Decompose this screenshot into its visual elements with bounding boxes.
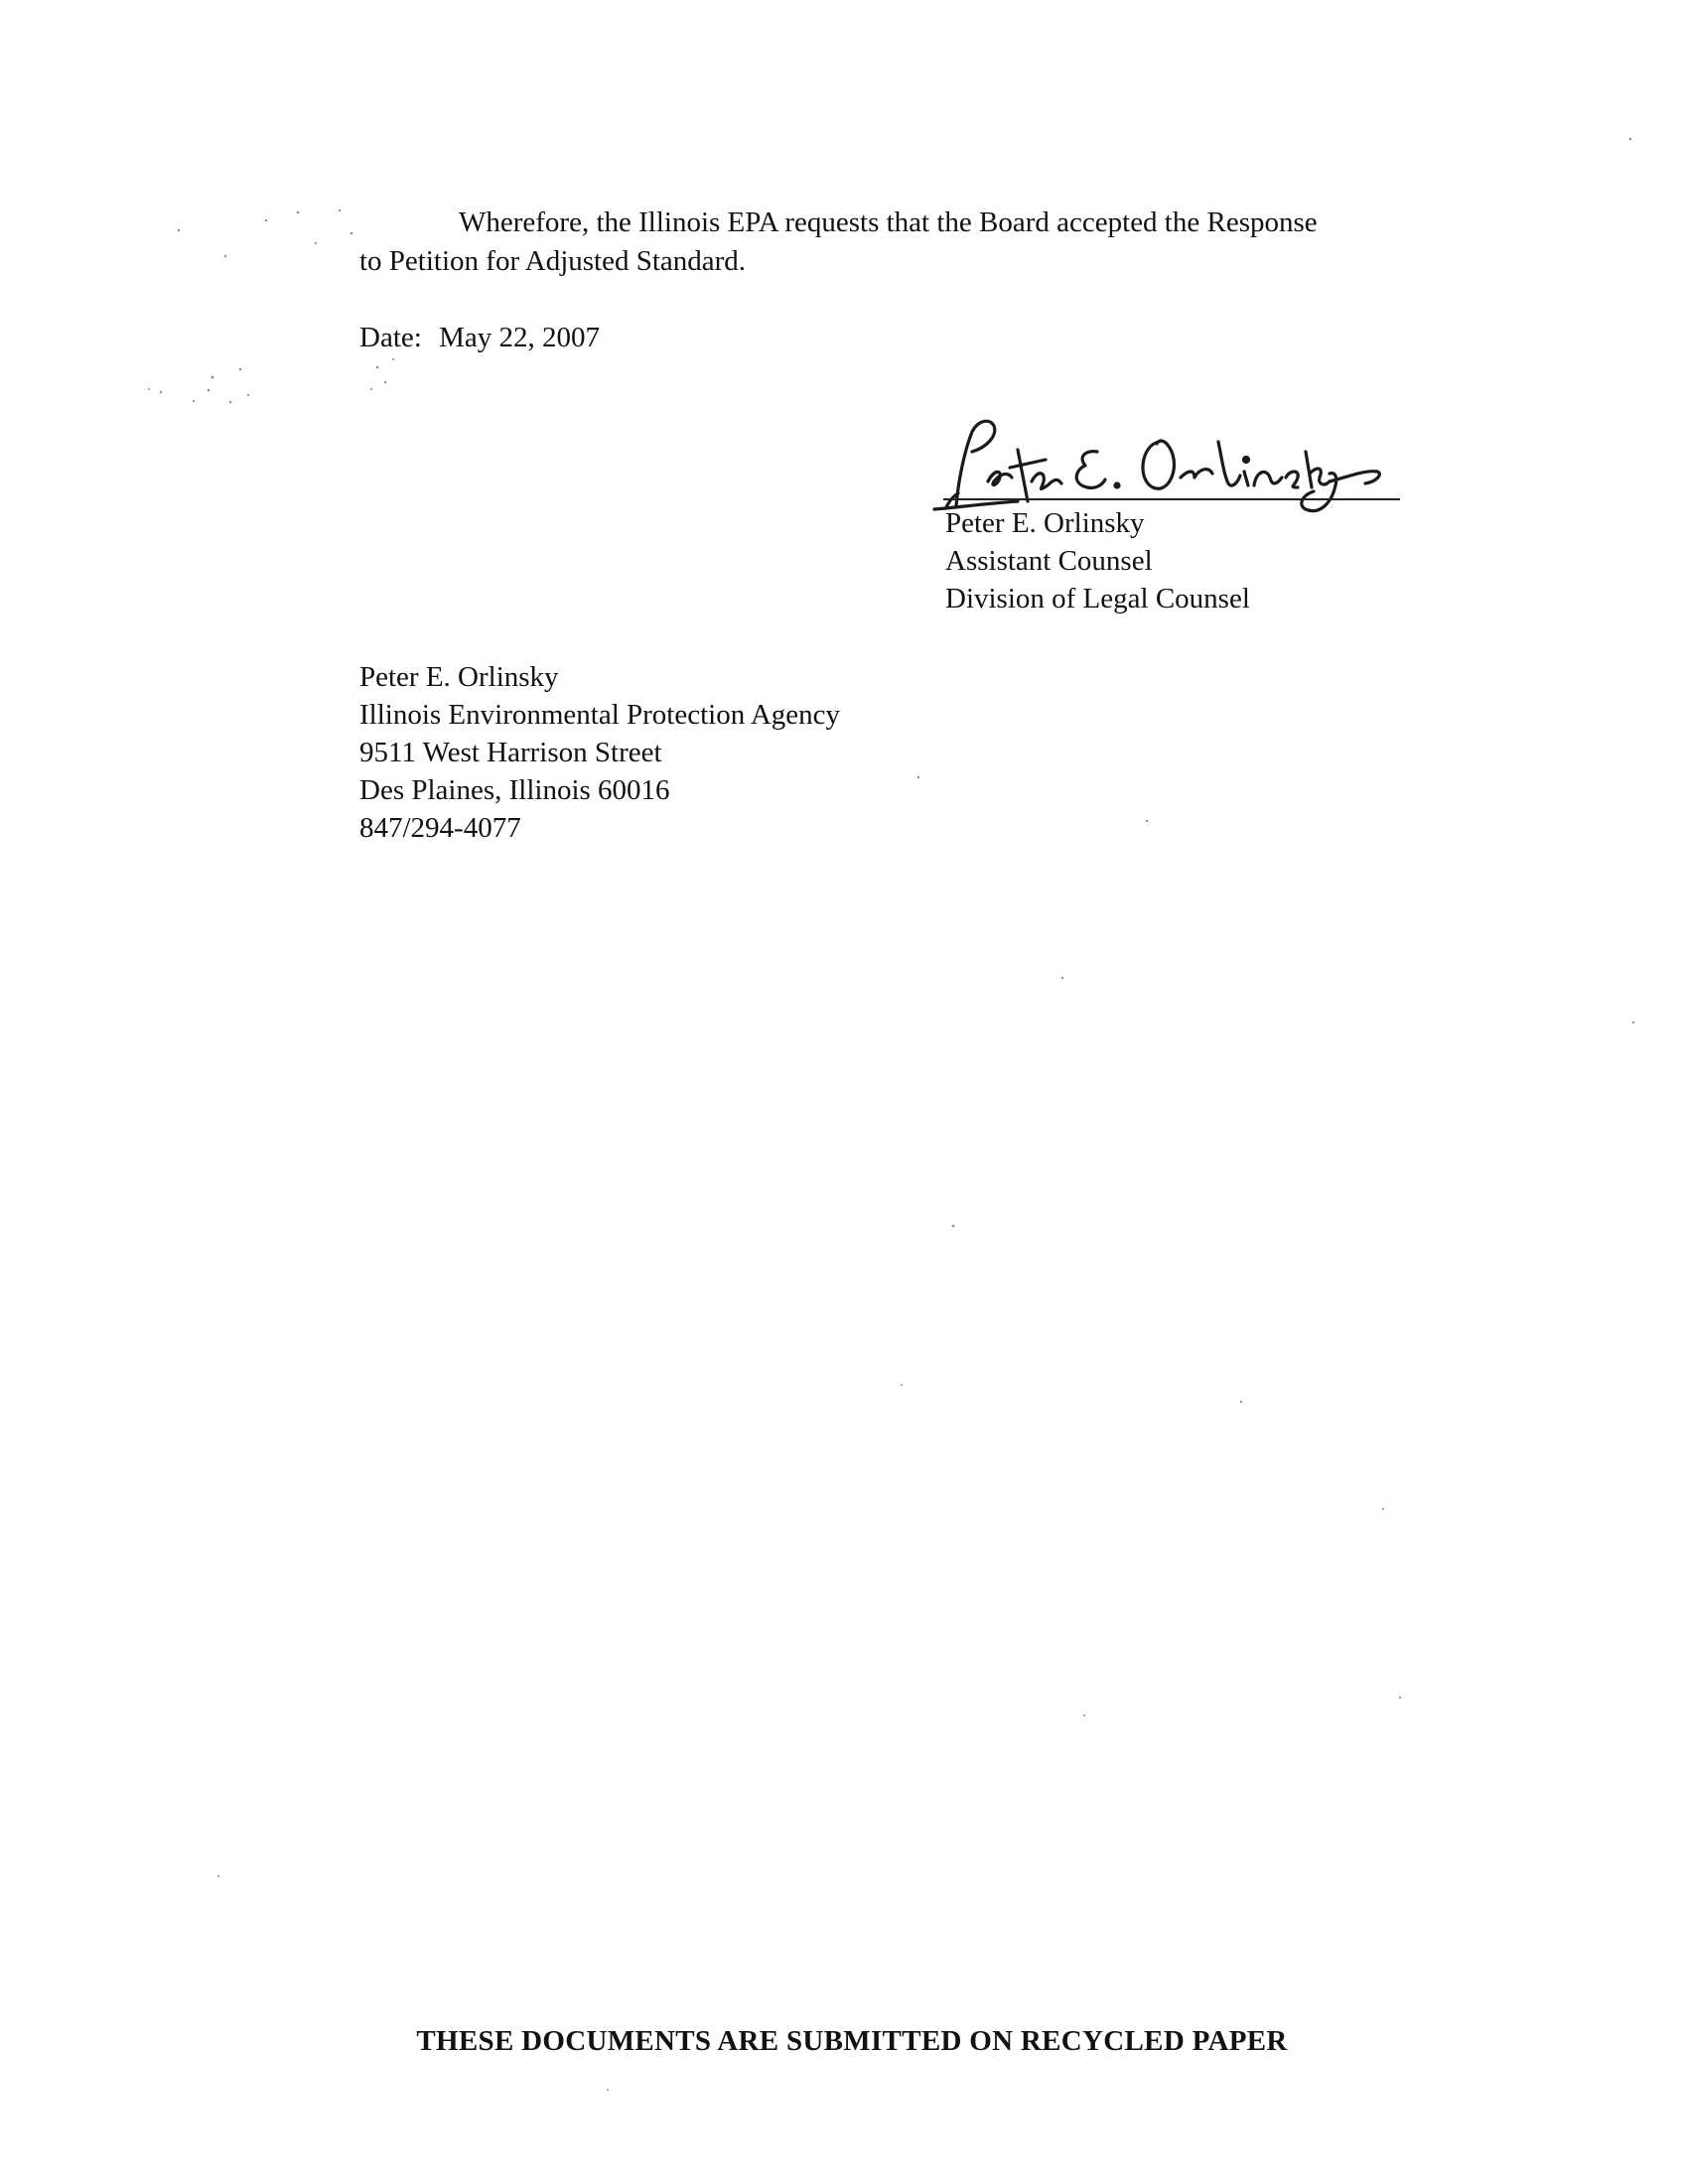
contact-street: 9511 West Harrison Street bbox=[359, 737, 662, 768]
date-label: Date: bbox=[359, 322, 422, 353]
recycled-paper-footer bbox=[0, 2025, 1684, 2058]
body-paragraph-line-2: to Petition for Adjusted Standard. bbox=[359, 245, 747, 277]
contact-city-state-zip: Des Plaines, Illinois 60016 bbox=[359, 774, 670, 806]
signer-name: Peter E. Orlinsky bbox=[945, 507, 1145, 539]
body-paragraph-line-1: Wherefore, the Illinois EPA requests that the Board accepted the Response bbox=[459, 206, 1318, 238]
signer-title: Assistant Counsel bbox=[945, 545, 1153, 577]
date-value: May 22, 2007 bbox=[439, 322, 600, 353]
signer-division: Division of Legal Counsel bbox=[945, 583, 1250, 614]
contact-address-block bbox=[359, 658, 840, 847]
date-line bbox=[359, 319, 600, 356]
footer-notice: THESE DOCUMENTS ARE SUBMITTED ON RECYCLED PAPER bbox=[416, 2025, 1288, 2057]
contact-phone: 847/294-4077 bbox=[359, 812, 521, 844]
contact-agency: Illinois Environmental Protection Agency bbox=[359, 699, 841, 731]
signature-line bbox=[943, 498, 1400, 500]
contact-name: Peter E. Orlinsky bbox=[359, 661, 559, 693]
signature-block bbox=[945, 504, 1250, 617]
